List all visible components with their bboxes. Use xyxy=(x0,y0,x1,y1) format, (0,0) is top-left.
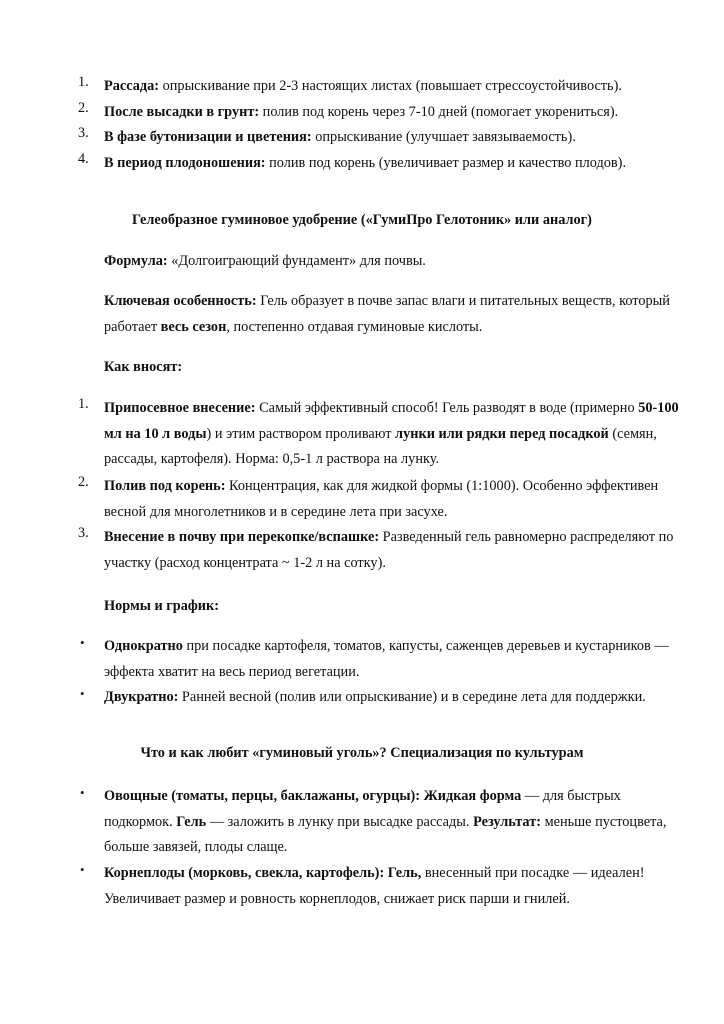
bullet-icon: • xyxy=(80,635,85,650)
formula-paragraph: Формула: «Долгоиграющий фундамент» для почвы. xyxy=(104,253,426,269)
section-title-specialization: Что и как любит «гуминовый уголь»? Специализация по культурам xyxy=(140,745,584,761)
feature-paragraph: Ключевая особенность: Гель образует в почве запас влаги и питательных веществ, который работает весь сезон, постепенно отдавая гуминовые кислоты. xyxy=(104,293,670,335)
bullet-icon: • xyxy=(80,686,85,701)
norms-heading: Нормы и график: xyxy=(104,598,220,614)
bullet-icon: • xyxy=(80,862,85,877)
how-to-apply-heading: Как вносят: xyxy=(104,359,183,375)
section-title-gel: Гелеобразное гуминовое удобрение («ГумиПро Гелотоник» или аналог) xyxy=(132,212,592,228)
document-page: 1. Рассада: опрыскивание при 2-3 настоящих листах (повышает стрессоустойчивость). 2. После высадки в грунт: полив под корень через 7-10 дней (помогает укорениться). 3. В фазе бутонизации и цветения: опрыскивание (улучшает завязываемость). 4. В период плодоношения: полив под корень (увеличивает размер и качество плодов). Гелеобразное гуминовое удобрение («ГумиПро Гелотоник» или аналог) Формула: «Долгоиграющий фундамент» для почвы. Ключевая особенность: Гель образует в почве запас влаги и питательных веществ, который работает весь сезон, постепенно отдавая гуминовые кислоты. Как вносят: 1. Припосевное внесение: Самый эффективный способ! Гель разводят в воде (примерно 50-100 мл на 10 л воды) и этим раствором проливают лунки или рядки перед посадкой (семян, рассады, картофеля). Норма: 0,5-1 л раствора на лунку. 2. Полив под корень: Концентрация, как для жидкой формы (1:1000). Особенно эффективен весной для многолетников и в середине лета при засухе. 3. Внесение в почву при перекопке/вспашке: Разведенный гель равномерно распределяют по участку (расход концентрата ~ 1-2 л на сотку). Нормы и график: • Однократно при посадке картофеля, томатов, капусты, саженцев деревьев и кустарников — эффекта хватит на весь период вегетации. • Двукратно: Ранней весной (полив или опрыскивание) и в середине лета для поддержки. Что и как любит «гуминовый уголь»? Специализация по культурам • Овощные (томаты, перцы, баклажаны, огурцы): Жидкая форма — для быстрых подкормок. Гель — заложить в лунку при высадке рассады. Результат: меньше пустоцвета, больше завязей, плоды слаще. • Корнеплоды (морковь, свекла, картофель): Гель, внесенный при посадке — идеален! Увеличивает размер и ровность корнеплодов, снижает риск парши и гнилей. xyxy=(0,0,724,1024)
bullet-icon: • xyxy=(80,785,85,800)
